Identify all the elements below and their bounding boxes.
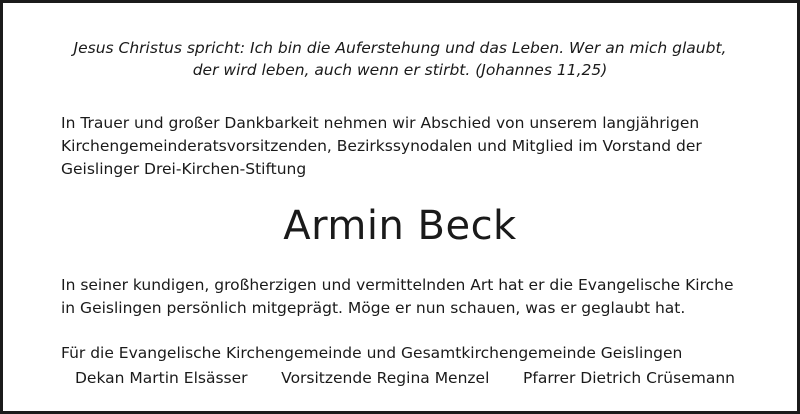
scripture-line-2: der wird leben, auch wenn er stirbt. (Johannes 11,25) <box>192 61 608 80</box>
signatory-pfarrer: Pfarrer Dietrich Crüsemann <box>523 369 735 388</box>
signatory-vorsitzende: Vorsitzende Regina Menzel <box>281 369 490 388</box>
announcement-line-3: Geislinger Drei-Kirchen-Stiftung <box>61 160 307 179</box>
scripture-line-1: Jesus Christus spricht: Ich bin die Auferstehung und das Leben. Wer an mich glaubt, <box>73 39 727 57</box>
scripture-quote <box>61 37 739 82</box>
congregation-line: Für die Evangelische Kirchengemeinde und Gesamtkirchengemeinde Geislingen <box>61 344 683 363</box>
tribute-line-1: In seiner kundigen, großherzigen und vermittelnden Art hat er die Evangelische Kirche <box>61 275 734 294</box>
tribute-text <box>61 274 739 321</box>
signatory-dekan: Dekan Martin Elsässer <box>75 369 248 388</box>
announcement-line-2: Kirchengemeinderatsvorsitzenden, Bezirkssynodalen und Mitglied im Vorstand der <box>61 137 702 156</box>
signatory-list <box>61 367 739 390</box>
announcement-text <box>61 112 739 182</box>
announcement-line-1: In Trauer und großer Dankbarkeit nehmen wir Abschied von unserem langjährigen <box>61 113 700 132</box>
tribute-line-2: in Geislingen persönlich mitgeprägt. Möge er nun schauen, was er geglaubt hat. <box>61 298 686 317</box>
deceased-name: Armin Beck <box>283 202 517 249</box>
